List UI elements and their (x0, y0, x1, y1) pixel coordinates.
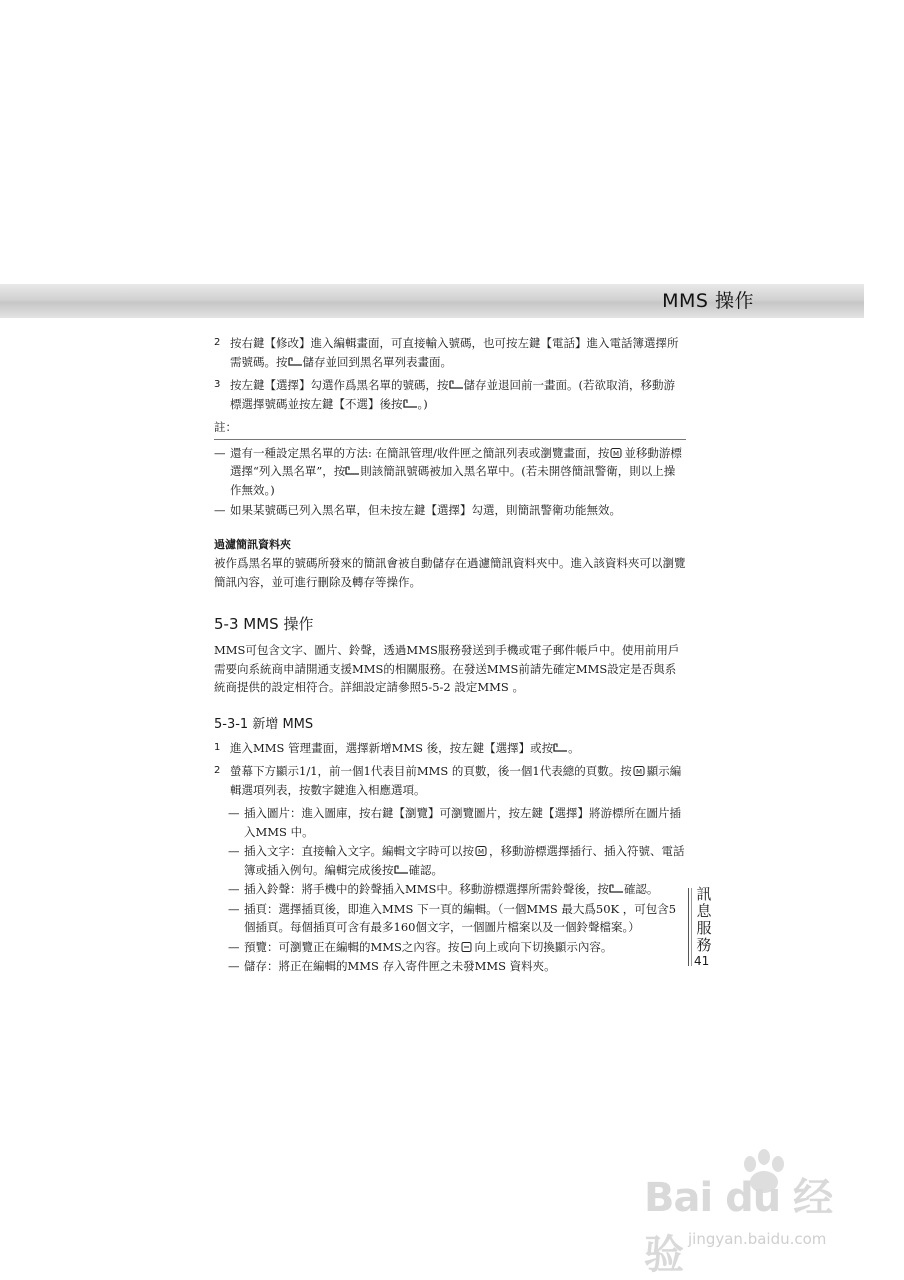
page-number: 41 (694, 954, 710, 968)
option-item: — 插入文字：直接輸入文字。編輯文字時可以按 M ，移動游標選擇插行、插入符號、電話簿或插入例句。編輯完成後按 確認。 (228, 844, 685, 877)
filter-body: 被作爲黑名單的號碼所發來的簡訊會被自動儲存在過濾簡訊資料夾中。進入該資料夾可以瀏覽簡訊內容，並可進行刪除及轉存等操作。 (214, 556, 686, 589)
list-item: 2 螢幕下方顯示1/1，前一個1代表目前MMS 的頁數，後一個1代表總的頁數。按 M 顯示編輯選項列表，按數字鍵進入相應選項。 (214, 764, 682, 797)
option-item: — 插頁：選擇插頁後，即進入MMS 下一頁的編輯。（一個MMS 最大爲50K ，可包含5個插頁。每個插頁可含有最多160個文字，一個圖片檔案以及一個鈴聲檔案。） (228, 901, 677, 934)
list-item: 3 按左鍵【選擇】勾選作爲黑名單的號碼，按 儲存並退回前一畫面。(若欲取消，移動游標選擇號碼並按左鍵【不選】後按 。) (214, 378, 675, 411)
option-item: — 插入鈴聲：將手機中的鈴聲插入MMS中。移動游標選擇所需鈴聲後，按 確認。 (214, 880, 686, 899)
side-char: 務 (696, 936, 712, 954)
menu-key-icon (609, 448, 624, 458)
watermark-site: jingyan.baidu.com (688, 1230, 827, 1248)
step-number: 2 (214, 765, 221, 776)
option-item: — 預覽：可瀏覽正在編輯的MMS之內容。按 向上或向下切換顯示內容。 (214, 938, 686, 957)
note-label: 註： (214, 420, 237, 434)
note-item: — 還有一種設定黑名單的方法: 在簡訊管理/收件匣之簡訊列表或瀏覽畫面，按 M 並移動游標選擇“列入黑名單”，按 則該簡訊號碼被加入黑名單中。(若未開啓簡訊警衛，則以上操作無效。) (214, 445, 682, 497)
menu-key-icon (632, 766, 647, 776)
watermark-logo: Bai du 经验 (644, 1175, 833, 1278)
menu-key-icon (474, 846, 489, 856)
dash-marker: — (228, 806, 240, 820)
svg-text:M: M (477, 848, 485, 856)
side-chapter-label (692, 886, 716, 954)
send-key-icon (403, 399, 418, 409)
section-title: 5-3 MMS 操作 (214, 615, 314, 633)
page-title: MMS 操作 (662, 290, 754, 312)
nav-key-icon (459, 942, 474, 952)
dash-marker: — (214, 445, 226, 460)
dash-marker: — (228, 939, 240, 954)
side-char: 服 (696, 919, 712, 937)
dash-marker: — (228, 959, 240, 973)
subsection-title: 5-3-1 新增 MMS (214, 716, 314, 732)
step-number: 2 (214, 337, 221, 348)
send-key-icon (288, 357, 303, 367)
dash-marker: — (228, 844, 240, 858)
note-item: — 如果某號碼已列入黑名單，但未按左鍵【選擇】勾選，則簡訊警衛功能無效。 (214, 501, 686, 520)
option-item: — 插入圖片：進入圖庫，按右鍵【瀏覽】可瀏覽圖片，按左鍵【選擇】將游標所在圖片插入MMS 中。 (228, 806, 681, 839)
list-item: 1 進入MMS 管理畫面，選擇新增MMS 後，按左鍵【選擇】或按 。 (214, 739, 686, 758)
step-number: 1 (214, 741, 221, 753)
divider (214, 439, 686, 440)
step-number: 3 (214, 379, 221, 390)
main-content (214, 334, 686, 977)
side-char: 息 (696, 902, 712, 920)
send-key-icon (449, 380, 464, 390)
side-char: 訊 (696, 885, 712, 903)
option-item: — 儲存：將正在編輯的MMS 存入寄件匣之未發MMS 資料夾。 (214, 957, 686, 976)
list-item: 2 按右鍵【修改】進入編輯畫面，可直接輸入號碼，也可按左鍵【電話】進入電話簿選擇所需號碼。按 儲存並回到黑名單列表畫面。 (214, 336, 679, 369)
send-key-icon (345, 466, 360, 476)
dash-marker: — (228, 901, 240, 916)
dash-marker: — (214, 503, 226, 517)
svg-text:M: M (613, 449, 620, 458)
send-key-icon (553, 743, 568, 753)
send-key-icon (394, 865, 409, 875)
svg-text:M: M (635, 768, 642, 776)
send-key-icon (609, 884, 624, 894)
dash-marker: — (228, 882, 240, 896)
watermark (640, 1148, 870, 1278)
section-body: MMS可包含文字、圖片、鈴聲，透過MMS服務發送到手機或電子郵件帳戶中。使用前用戶需要向系統商申請開通支援MMS的相關服務。在發送MMS前請先確定MMS設定是否與系統商提供的設定相符合。詳細設定請參照5-5-2 設定MMS 。 (214, 643, 680, 694)
filter-heading: 過濾簡訊資料夾 (214, 537, 291, 551)
